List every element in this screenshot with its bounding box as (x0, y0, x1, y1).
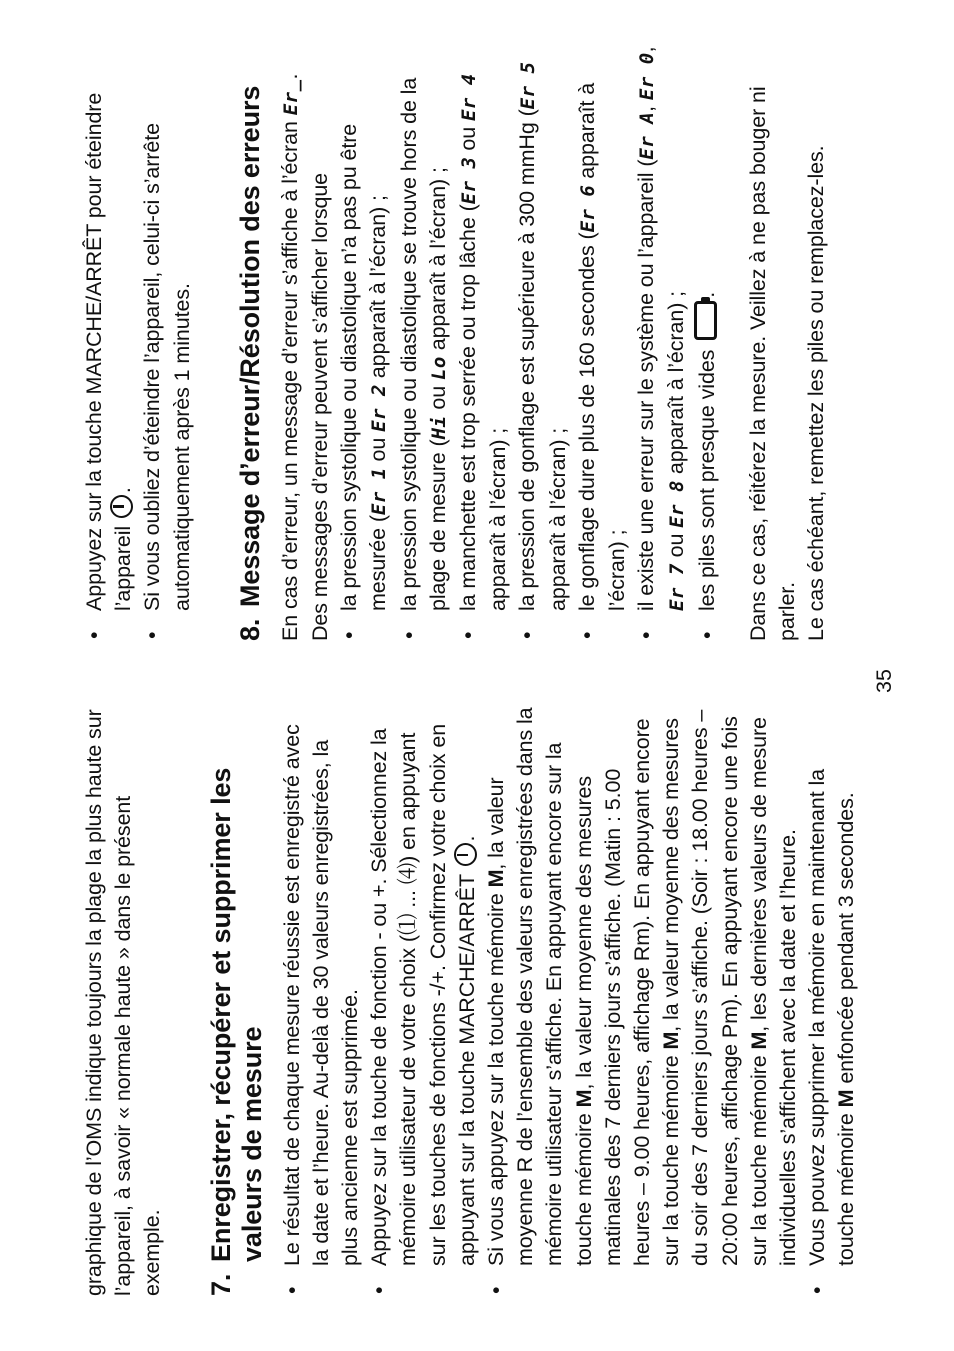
error-code: Er 6 (576, 184, 599, 233)
list-item-text: . (694, 291, 719, 298)
list-item-text: la manchette est trop serrée ou trop lâche ( (456, 204, 481, 611)
power-icon (454, 843, 477, 866)
list-item-text: ). En appuyant encore sur la touche mémoire (630, 718, 684, 1266)
section-7-list (278, 706, 862, 1296)
page-number: 35 (872, 669, 896, 693)
list-item-text: . (454, 835, 479, 842)
list-item-text: , (634, 46, 659, 53)
list-item-text: , les dernières valeurs de mesure individuelles s’affichent avec la date et l’heure. (746, 717, 801, 1266)
section-8-title: Message d’erreur/Résolution des erreurs (234, 85, 265, 607)
memory-key-label: M (834, 1089, 859, 1108)
list-item-text: la pression systolique ou diastolique se trouve hors de la plage de mesure ( (396, 77, 450, 611)
error-code: Lo (427, 356, 450, 381)
list-item-text: Appuyez sur la touche de fonction - ou +. Sélectionnez la mémoire utilisateur de votre choix ( (367, 728, 421, 1266)
list-item (365, 706, 482, 1296)
error-code: Er 0 (636, 52, 659, 101)
section-8-number: 8. (234, 618, 265, 641)
memory-key-label: M (659, 1031, 684, 1050)
list-item-text: ) en appuyant sur les touches de fonctions -/+. Confirmez votre choix en appuyant sur la touche MARCHE/ARRÊT (396, 723, 479, 1266)
list-item-text: Si vous oubliez d’éteindre l’appareil, celui-ci s’arrête automatiquement après 1 minutes. (140, 123, 194, 611)
list-item (573, 41, 632, 641)
list-item-text: enfoncée pendant 3 secondes. (834, 792, 859, 1084)
list-item (454, 41, 513, 641)
list-item-text: le gonflage dure plus de 160 secondes ( (574, 232, 599, 611)
error-code: Er 2 (368, 384, 391, 432)
list-item (632, 41, 692, 641)
intro-paragraph: graphique de l’OMS indique toujours la plage la plus haute sur l’appareil, à savoir « normale haute » dans le présent exemple. (82, 709, 165, 1296)
list-item-text: , (634, 105, 659, 112)
paragraph-text: . Des messages d’erreur peuvent s’afficher lorsque (277, 73, 333, 641)
section-7-heading (206, 706, 268, 1296)
error-code: Er 8 (666, 480, 689, 528)
list-item-text: , la valeur moyenne des mesures du soir des 7 derniers jours s’affiche. (Soir : 18.00 heures – 20:00 heures, affichage (659, 709, 742, 1266)
left-column (80, 706, 862, 1296)
list-item-text: ou (664, 533, 689, 558)
list-item-text: apparaît à l’écran) ; (486, 427, 511, 611)
list-item-text: . (111, 487, 136, 494)
error-intro (276, 41, 335, 641)
list-item-text: Si vous appuyez sur la touche mémoire (484, 893, 509, 1266)
memory-user-symbol: ⑴ ... ⑷ (396, 862, 421, 936)
list-item (803, 706, 861, 1296)
note-repeat-measurement: Dans ce cas, réitérez la mesure. Veillez à ne pas bouger ni parler. (745, 86, 800, 641)
list-item-text: la pression systolique ou diastolique n’a pas pu être mesurée ( (337, 123, 391, 611)
error-code: Er_ (279, 79, 302, 116)
list-item-text: ou (456, 126, 481, 151)
error-code: Er 1 (368, 467, 391, 516)
memory-key-label: M (484, 869, 509, 888)
memory-key-label: M (746, 1031, 771, 1050)
section-7-title: Enregistrer, récupérer et supprimer les valeurs de mesure (205, 767, 267, 1262)
battery-icon (694, 301, 717, 340)
power-off-list (80, 41, 197, 641)
list-item-text: il existe une erreur sur le système ou l’appareil ( (634, 159, 659, 611)
list-item (278, 706, 366, 1296)
list-item (138, 41, 196, 641)
list-item-text: apparaît à l’écran) ; (664, 290, 689, 475)
paragraph-text: En cas d’erreur, un message d’erreur s’affiche à l’écran (277, 121, 302, 641)
list-item-text: apparaît à l’écran) ; (366, 195, 391, 379)
list-item-text: ). En appuyant encore une fois sur la touche mémoire (717, 716, 771, 1266)
evening-symbol: Pm (717, 1006, 742, 1039)
section-7-number: 7. (205, 1273, 236, 1296)
list-item (513, 41, 572, 641)
morning-symbol: Rm (630, 927, 655, 962)
list-item (395, 41, 454, 641)
list-item-text: de l’ensemble des valeurs enregistrées dans la mémoire utilisateur s’affiche. En appuyant encore sur la touche mémoire (513, 707, 596, 1266)
list-item-text: Appuyez sur la touche MARCHE/ARRÊT pour éteindre l’appareil (82, 92, 136, 611)
list-item (335, 41, 394, 641)
error-code: Er A (636, 111, 659, 160)
list-item (80, 41, 138, 641)
list-item-text: ou (425, 385, 450, 410)
error-code: Er 7 (666, 563, 689, 611)
list-item-text: la pression de gonflage est supérieure à 300 mmHg ( (515, 109, 540, 611)
list-item-text: apparaît à l’écran) ; (545, 427, 570, 611)
right-column (80, 41, 831, 641)
error-list (335, 41, 722, 641)
list-item-text: ou (366, 437, 391, 462)
list-item-text: les piles sont presque vides (694, 349, 719, 611)
average-symbol: R (513, 1156, 538, 1173)
list-item-text: Le résultat de chaque mesure réussie est enregistré avec la date et l’heure. Au-delà de 30 valeurs enregistrées, la plus ancienne est supprimée. (279, 724, 363, 1266)
error-code: Er 4 (458, 73, 481, 122)
section-8-heading (235, 41, 266, 641)
note-batteries: Le cas échéant, remettez les piles ou remplacez-les. (804, 145, 829, 641)
memory-key-label: M (571, 1089, 596, 1108)
list-item-text: , la valeur moyenne (484, 777, 538, 1266)
error-code: Er 5 (517, 61, 540, 110)
list-item-text: apparaît à l’écran) ; (425, 167, 450, 351)
list-item (693, 41, 722, 641)
list-item-text: , la valeur moyenne des mesures matinales des 7 derniers jours s’affiche. (Matin : 5.00 heures – 9.00 heures, affichage (571, 768, 655, 1266)
list-item-text: Vous pouvez supprimer la mémoire en maintenant la touche mémoire (805, 768, 859, 1266)
list-item-text: apparaît à l’écran) ; (574, 82, 630, 611)
list-item (482, 706, 803, 1296)
error-code: Hi (427, 415, 450, 440)
error-code: Er 3 (458, 156, 481, 205)
power-icon (110, 495, 133, 518)
